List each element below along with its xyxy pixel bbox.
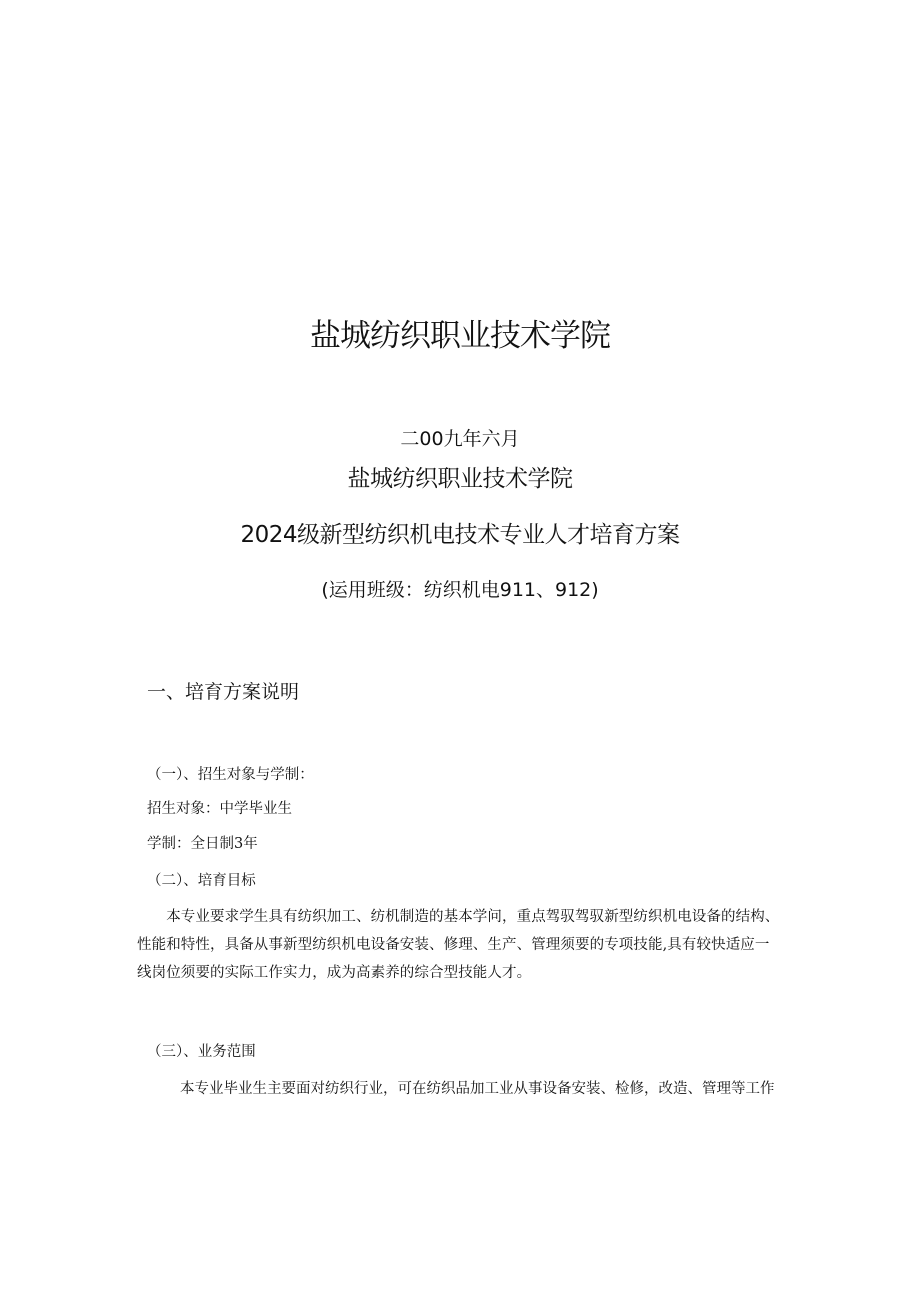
scope-paragraph-line: 本专业毕业生主要面对纺织行业，可在纺织品加工业从事设备安装、检修，改造、管理等工作 <box>180 1081 775 1097</box>
subsection-2-heading: （二）、培育目标 <box>147 873 256 889</box>
goal-paragraph-line: 本专业要求学生具有纺织加工、纺机制造的基本学问，重点驾驭驾驭新型纺织机电设备的结构、 <box>137 909 780 925</box>
goal-paragraph-line: 性能和特性，具备从事新型纺织机电设备安装、修理、生产、管理须要的专项技能,具有较快适应一 <box>137 937 770 953</box>
subsection-1-heading: （一）、招生对象与学制： <box>147 767 314 783</box>
plan-school-name: 盐城纺织职业技术学院 <box>347 466 573 492</box>
cover-title: 盐城纺织职业技术学院 <box>310 318 610 354</box>
plan-title: 2024级新型纺织机电技术专业人才培育方案 <box>240 522 680 548</box>
study-duration: 学制：全日制3年 <box>147 836 258 852</box>
enrollment-target: 招生对象：中学毕业生 <box>147 801 292 817</box>
plan-scope: (运用班级：纺织机电911、912) <box>321 579 599 601</box>
cover-date: 二00九年六月 <box>400 428 520 450</box>
section-1-heading: 一、培育方案说明 <box>147 681 300 703</box>
goal-paragraph-line: 线岗位须要的实际工作实力，成为高素养的综合型技能人才。 <box>137 965 532 981</box>
subsection-3-heading: （三）、业务范围 <box>147 1044 256 1060</box>
